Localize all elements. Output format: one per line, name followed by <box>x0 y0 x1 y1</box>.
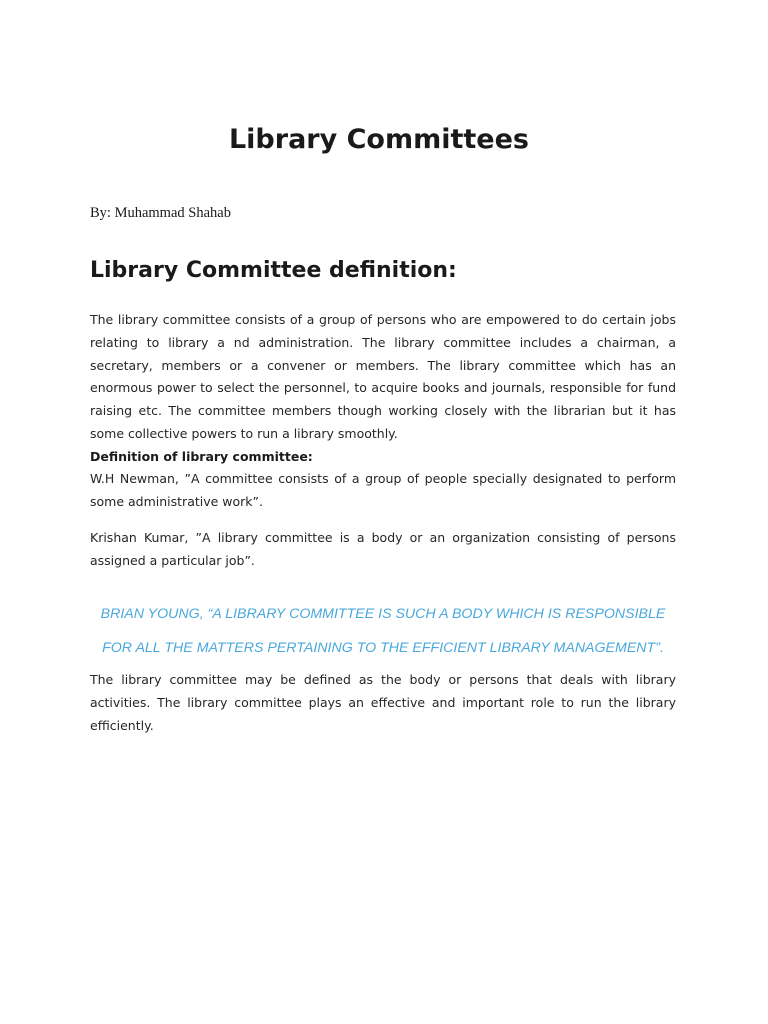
section-heading: Library Committee definition: <box>90 258 457 283</box>
newman-definition: W.H Newman, ”A committee consists of a group of people specially designated to perform some administrative work”. <box>90 471 676 509</box>
young-quote: BRIAN YOUNG, “A LIBRARY COMMITTEE IS SUCH A BODY WHICH IS RESPONSIBLE FOR ALL THE MATTERS PERTAINING TO THE EFFICIENT LIBRARY MANAGEMENT”. <box>100 606 666 656</box>
author-byline: By: Muhammad Shahab <box>90 205 231 221</box>
kumar-definition: Krishan Kumar, ”A library committee is a body or an organization consisting of persons assigned a particular job”. <box>90 530 676 568</box>
document-title: Library Committees <box>228 124 530 155</box>
closing-paragraph: The library committee may be defined as the body or persons that deals with library activities. The library committee plays an effective and important role to run the library efficiently. <box>90 672 676 733</box>
intro-paragraph: The library committee consists of a group of persons who are empowered to do certain jobs relating to library a nd administration. The library committee includes a chairman, a secretary, members or a convener or members. The library committee which has an enormous power to select the personnel, to acquire books and journals, responsible for fund raising etc. The committee members though working closely with the librarian but it has some collective powers to run a library smoothly. <box>90 312 676 441</box>
definition-heading: Definition of library committee: <box>90 449 313 464</box>
